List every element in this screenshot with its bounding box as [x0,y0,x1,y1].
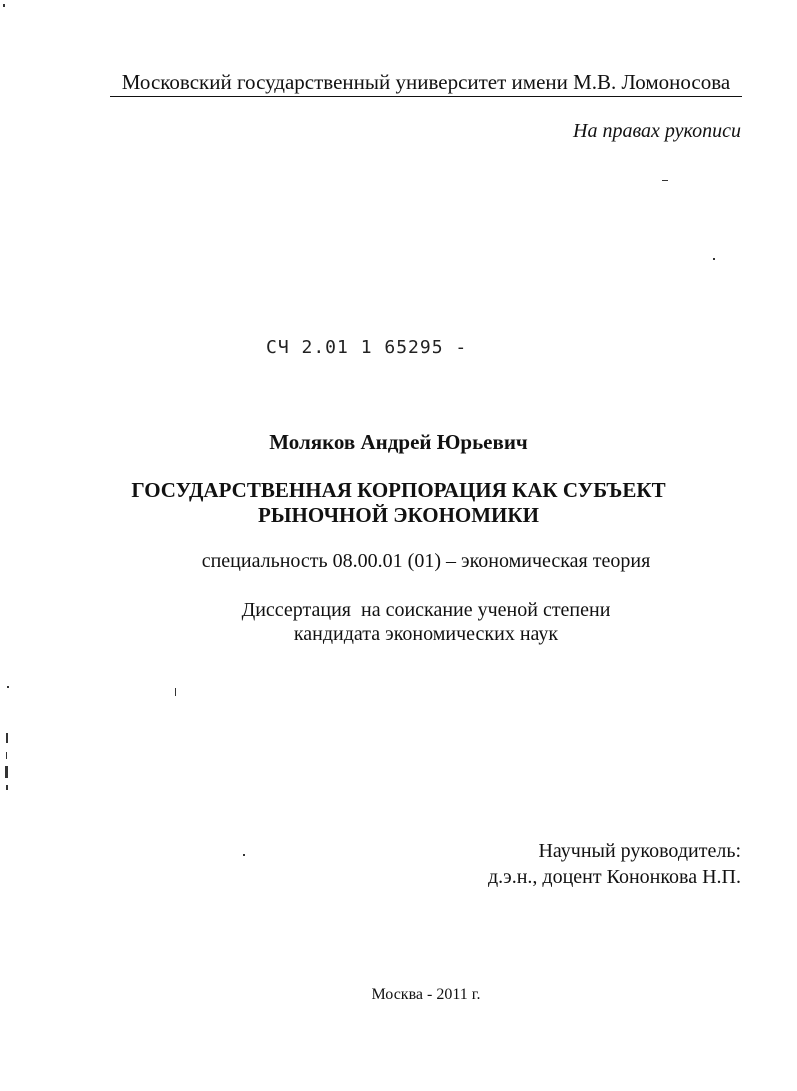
library-stamp: СЧ 2.01 1 65295 - [266,337,468,358]
degree-statement [0,598,797,646]
supervisor-label: Научный руководитель: [538,840,741,862]
dissertation-title [0,478,797,528]
title-line-1: ГОСУДАРСТВЕННАЯ КОРПОРАЦИЯ КАК СУБЪЕКТ [131,478,666,502]
scan-speck [713,258,715,260]
degree-line-2: кандидата экономических наук [293,623,559,645]
scan-speck [6,752,7,759]
scan-speck [6,785,8,790]
title-line-2: РЫНОЧНОЙ ЭКОНОМИКИ [258,503,539,527]
author-name: Моляков Андрей Юрьевич [269,430,528,454]
scan-speck [5,766,8,778]
scan-speck [662,180,668,181]
scan-speck [243,854,245,856]
degree-line-1: Диссертация на соискание ученой степени [241,599,611,621]
supervisor-block [488,838,741,890]
scan-speck [7,686,9,688]
scan-speck [6,733,8,743]
scan-speck [3,4,5,7]
specialty: специальность 08.00.01 (01) – экономическая теория [201,550,651,572]
supervisor-name: д.э.н., доцент Кононкова Н.П. [487,866,741,888]
city-year: Москва - 2011 г. [371,986,481,1003]
university-name: Московский государственный университет имени М.В. Ломоносова [110,68,742,97]
scan-speck [175,688,176,696]
rights-note: На правах рукописи [573,120,741,142]
